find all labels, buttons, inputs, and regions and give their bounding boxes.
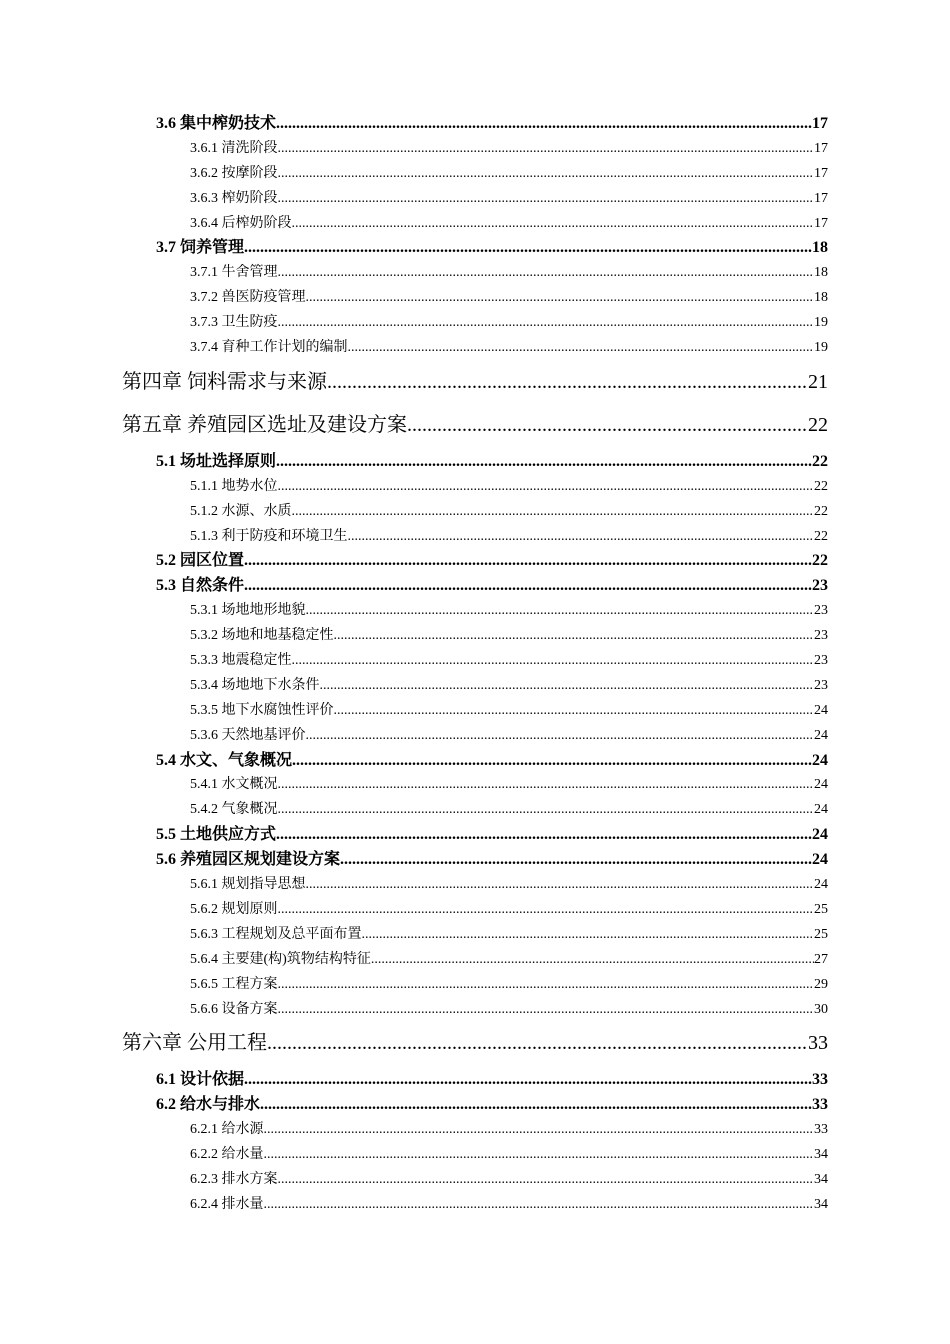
toc-title: 5.3.2 场地和地基稳定性	[190, 628, 334, 644]
toc-title: 第六章 公用工程	[122, 1032, 267, 1055]
toc-page-number: 25	[814, 926, 828, 942]
toc-title: 5.4 水文、气象概况	[156, 751, 293, 769]
toc-page-number: 19	[814, 340, 828, 356]
toc-subsection[interactable]	[0, 699, 950, 724]
toc-leader-dots	[306, 873, 815, 898]
toc-leader-dots	[264, 1143, 815, 1168]
toc-subsection[interactable]	[0, 724, 950, 749]
toc-title: 5.6.6 设备方案	[190, 1001, 278, 1017]
toc-leader-dots	[244, 236, 812, 261]
toc-page-number: 17	[814, 215, 828, 231]
toc-page-number: 17	[814, 165, 828, 181]
toc-title: 3.7.4 育种工作计划的编制	[190, 340, 348, 356]
toc-leader-dots	[278, 261, 815, 286]
toc-title: 3.6.3 榨奶阶段	[190, 190, 278, 206]
toc-section[interactable]	[0, 848, 950, 873]
toc-title: 3.7 饲养管理	[156, 239, 245, 257]
toc-title: 5.3.1 场地地形地貌	[190, 603, 306, 619]
toc-subsection[interactable]	[0, 998, 950, 1023]
toc-title: 6.2.3 排水方案	[190, 1171, 278, 1187]
toc-title: 5.1 场址选择原则	[156, 452, 277, 470]
toc-title: 3.7.3 卫生防疫	[190, 315, 278, 331]
toc-subsection[interactable]	[0, 798, 950, 823]
toc-subsection[interactable]	[0, 898, 950, 923]
toc-page-number: 24	[812, 851, 828, 869]
toc-page-number: 34	[814, 1196, 828, 1212]
toc-leader-dots	[264, 1193, 815, 1218]
toc-leader-dots	[278, 162, 815, 187]
toc-section[interactable]	[0, 549, 950, 574]
toc-leader-dots	[278, 998, 815, 1023]
toc-subsection[interactable]	[0, 212, 950, 237]
toc-page-number: 23	[814, 677, 828, 693]
toc-title: 5.6.2 规划原则	[190, 901, 278, 917]
toc-page-number: 29	[814, 976, 828, 992]
toc-subsection[interactable]	[0, 500, 950, 525]
toc-leader-dots	[276, 823, 812, 848]
toc-leader-dots	[260, 1093, 812, 1118]
toc-subsection[interactable]	[0, 525, 950, 550]
toc-leader-dots	[244, 574, 812, 599]
toc-subsection[interactable]	[0, 948, 950, 973]
toc-title: 5.3.3 地震稳定性	[190, 653, 292, 669]
toc-leader-dots	[306, 599, 815, 624]
toc-title: 3.7.1 牛舍管理	[190, 265, 278, 281]
toc-page-number: 19	[814, 315, 828, 331]
toc-title: 6.2.2 给水量	[190, 1147, 264, 1163]
toc-leader-dots	[278, 475, 815, 500]
toc-page-number: 30	[814, 1001, 828, 1017]
toc-subsection[interactable]	[0, 1118, 950, 1143]
toc-page-number: 24	[812, 751, 828, 769]
toc-title: 5.3.4 场地地下水条件	[190, 677, 320, 693]
toc-section[interactable]	[0, 236, 950, 261]
toc-title: 5.4.2 气象概况	[190, 802, 278, 818]
toc-leader-dots	[278, 798, 815, 823]
toc-title: 6.2.4 排水量	[190, 1196, 264, 1212]
toc-subsection[interactable]	[0, 336, 950, 361]
toc-section[interactable]	[0, 450, 950, 475]
toc-leader-dots	[407, 407, 808, 444]
toc-subsection[interactable]	[0, 674, 950, 699]
toc-subsection[interactable]	[0, 873, 950, 898]
toc-title: 第五章 养殖园区选址及建设方案	[122, 413, 407, 436]
toc-page-number: 18	[814, 290, 828, 306]
toc-subsection[interactable]	[0, 137, 950, 162]
toc-subsection[interactable]	[0, 261, 950, 286]
toc-page-number: 24	[814, 702, 828, 718]
toc-section[interactable]	[0, 112, 950, 137]
toc-title: 5.3.5 地下水腐蚀性评价	[190, 702, 334, 718]
toc-subsection[interactable]	[0, 624, 950, 649]
toc-subsection[interactable]	[0, 475, 950, 500]
toc-page-number: 18	[812, 239, 828, 257]
toc-title: 6.2 给水与排水	[156, 1096, 261, 1114]
toc-page-number: 33	[812, 1071, 828, 1089]
toc-page-number: 34	[814, 1171, 828, 1187]
toc-leader-dots	[292, 649, 815, 674]
toc-leader-dots	[278, 898, 815, 923]
toc-leader-dots	[264, 1118, 815, 1143]
toc-title: 5.1.2 水源、水质	[190, 503, 292, 519]
toc-title: 5.6.3 工程规划及总平面布置	[190, 926, 362, 942]
toc-page-number: 17	[814, 140, 828, 156]
toc-page-number: 22	[814, 528, 828, 544]
toc-chapter[interactable]	[0, 364, 950, 401]
toc-page-number: 25	[814, 901, 828, 917]
toc-leader-dots	[306, 286, 815, 311]
toc-subsection[interactable]	[0, 599, 950, 624]
toc-page-number: 18	[814, 265, 828, 281]
toc-leader-dots	[348, 525, 815, 550]
toc-leader-dots	[348, 336, 815, 361]
toc-title: 3.6.4 后榨奶阶段	[190, 215, 292, 231]
toc-leader-dots	[278, 773, 815, 798]
toc-page-number: 24	[814, 877, 828, 893]
toc-title: 3.6 集中榨奶技术	[156, 115, 277, 132]
toc-leader-dots	[292, 749, 812, 774]
toc-leader-dots	[327, 364, 808, 401]
toc-title: 3.7.2 兽医防疫管理	[190, 290, 306, 306]
toc-leader-dots	[278, 137, 815, 162]
toc-page-number: 24	[814, 777, 828, 793]
toc-title: 5.4.1 水文概况	[190, 777, 278, 793]
toc-subsection[interactable]	[0, 973, 950, 998]
toc-title: 5.2 园区位置	[156, 552, 245, 570]
toc-page-number: 23	[814, 603, 828, 619]
toc-leader-dots	[278, 1168, 815, 1193]
toc-title: 第四章 饲料需求与来源	[122, 370, 327, 393]
toc-page-number: 22	[812, 552, 828, 570]
toc-page-number: 33	[814, 1122, 828, 1138]
toc-subsection[interactable]	[0, 286, 950, 311]
toc-leader-dots	[320, 674, 815, 699]
toc-leader-dots	[292, 212, 815, 237]
toc-leader-dots	[278, 187, 815, 212]
toc-subsection[interactable]	[0, 1193, 950, 1218]
toc-section[interactable]	[0, 1093, 950, 1118]
toc-page-number: 17	[812, 115, 828, 132]
toc-page-number: 27	[814, 951, 828, 967]
toc-title: 5.3.6 天然地基评价	[190, 727, 306, 743]
toc-subsection[interactable]	[0, 311, 950, 336]
toc-title: 5.1.3 利于防疫和环境卫生	[190, 528, 348, 544]
table-of-contents	[0, 112, 950, 1218]
toc-subsection[interactable]	[0, 1168, 950, 1193]
toc-leader-dots	[292, 500, 815, 525]
toc-title: 5.6 养殖园区规划建设方案	[156, 851, 341, 869]
toc-page-number: 21	[808, 370, 828, 393]
toc-title: 3.6.2 按摩阶段	[190, 165, 278, 181]
toc-page-number: 23	[814, 653, 828, 669]
toc-page-number: 33	[812, 1096, 828, 1114]
toc-page-number: 23	[814, 628, 828, 644]
toc-subsection[interactable]	[0, 187, 950, 212]
toc-subsection[interactable]	[0, 649, 950, 674]
toc-page-number: 34	[814, 1147, 828, 1163]
toc-title: 6.1 设计依据	[156, 1071, 245, 1089]
toc-page-number: 24	[812, 826, 828, 844]
toc-leader-dots	[276, 450, 812, 475]
toc-page-number: 33	[808, 1032, 828, 1055]
toc-section[interactable]	[0, 749, 950, 774]
toc-leader-dots	[362, 923, 815, 948]
toc-leader-dots	[278, 973, 815, 998]
toc-page-number: 22	[814, 478, 828, 494]
toc-title: 5.1.1 地势水位	[190, 478, 278, 494]
toc-page-number: 24	[814, 727, 828, 743]
toc-page-number: 22	[808, 413, 828, 436]
toc-leader-dots	[334, 624, 815, 649]
toc-title: 3.6.1 清洗阶段	[190, 140, 278, 156]
toc-leader-dots	[278, 311, 815, 336]
toc-title: 5.6.4 主要建(构)筑物结构特征	[190, 951, 371, 967]
toc-subsection[interactable]	[0, 162, 950, 187]
toc-title: 5.6.5 工程方案	[190, 976, 278, 992]
toc-page-number: 23	[812, 577, 828, 595]
toc-title: 5.5 土地供应方式	[156, 826, 277, 844]
toc-page-number: 17	[814, 190, 828, 206]
toc-leader-dots	[244, 1068, 812, 1093]
toc-section[interactable]	[0, 1068, 950, 1093]
toc-title: 5.3 自然条件	[156, 577, 245, 595]
toc-section[interactable]	[0, 823, 950, 848]
toc-leader-dots	[276, 112, 812, 137]
toc-page-number: 22	[814, 503, 828, 519]
toc-chapter[interactable]	[0, 1025, 950, 1062]
toc-section[interactable]	[0, 574, 950, 599]
toc-subsection[interactable]	[0, 773, 950, 798]
toc-leader-dots	[267, 1025, 808, 1062]
toc-chapter[interactable]	[0, 407, 950, 444]
toc-subsection[interactable]	[0, 1143, 950, 1168]
toc-leader-dots	[306, 724, 815, 749]
toc-leader-dots	[334, 699, 815, 724]
toc-page-number: 24	[814, 802, 828, 818]
toc-leader-dots	[371, 948, 814, 973]
toc-subsection[interactable]	[0, 923, 950, 948]
toc-title: 6.2.1 给水源	[190, 1122, 264, 1138]
toc-leader-dots	[340, 848, 812, 873]
toc-leader-dots	[244, 549, 812, 574]
toc-page-number: 22	[812, 452, 828, 470]
toc-title: 5.6.1 规划指导思想	[190, 877, 306, 893]
